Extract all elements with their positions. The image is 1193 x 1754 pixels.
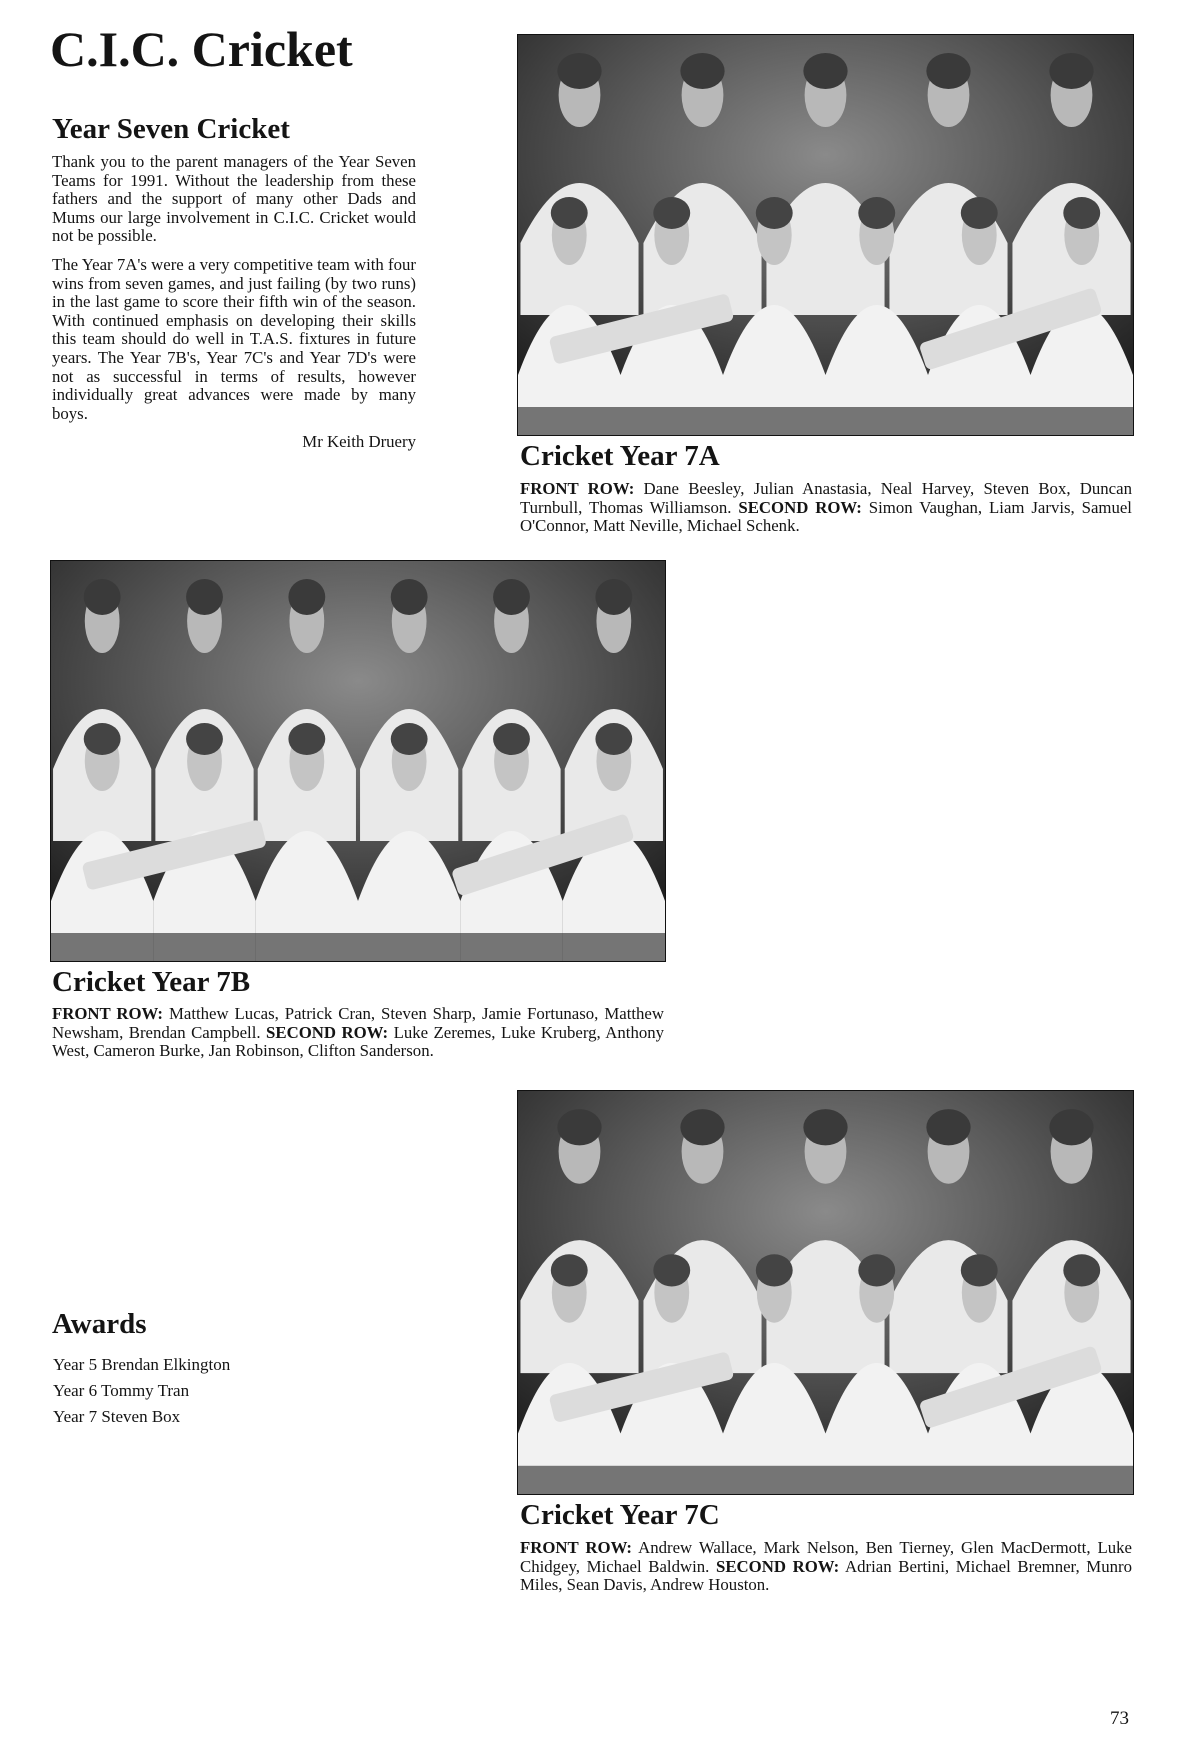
awards-list xyxy=(53,1352,413,1430)
intro-paragraph: Thank you to the parent managers of the Year Seven Teams for 1991. Without the leadership from these fathers and the support of many other Dads and Mums our large involvement in C.I.C. Cricket would not be possible. xyxy=(52,152,416,246)
team-7a-photo xyxy=(517,34,1134,436)
award-item: Year 6 Tommy Tran xyxy=(53,1381,190,1400)
second-row-names: Adrian Bertini, Michael Bremner, Munro Miles, Sean Davis, Andrew Houston. xyxy=(520,1556,1132,1595)
team-7c-heading: Cricket Year 7C xyxy=(520,1499,720,1531)
second-row-label: SECOND ROW: xyxy=(266,1022,389,1042)
team-7b-caption xyxy=(52,1005,664,1061)
front-row-names: Dane Beesley, Julian Anastasia, Neal Harvey, Steven Box, Duncan Turnbull, Thomas Williamson. xyxy=(520,479,1132,517)
front-row-names: Matthew Lucas, Patrick Cran, Steven Sharp, Jamie Fortunaso, Matthew Newsham, Brendan Campbell. xyxy=(52,1004,664,1042)
team-7c-caption xyxy=(520,1539,1132,1595)
intro-heading: Year Seven Cricket xyxy=(52,113,290,145)
second-row-names: Simon Vaughan, Liam Jarvis, Samuel O'Connor, Matt Neville, Michael Schenk. xyxy=(520,497,1132,536)
award-item: Year 7 Steven Box xyxy=(53,1407,181,1426)
team-7c-photo xyxy=(517,1090,1134,1495)
front-row-names: Andrew Wallace, Mark Nelson, Ben Tierney, Glen MacDermott, Luke Chidgey, Michael Baldwin. xyxy=(520,1538,1132,1576)
page-title: C.I.C. Cricket xyxy=(50,21,353,77)
team-7a-heading: Cricket Year 7A xyxy=(520,440,720,472)
front-row-label: FRONT ROW: xyxy=(52,1004,163,1023)
second-row-label: SECOND ROW: xyxy=(738,497,862,517)
intro-paragraph: The Year 7A's were a very competitive team with four wins from seven games, and just failing (by two runs) in the last game to score their fifth win of the season. With continued emphasis on developing their skills this team should do well in T.A.S. fixtures in future years. The Year 7B's, Year 7C's and Year 7D's were not as successful in terms of results, however individually great advances were made by many boys. xyxy=(52,254,416,423)
team-7a-caption xyxy=(520,480,1132,536)
second-row-label: SECOND ROW: xyxy=(716,1556,840,1576)
awards-heading: Awards xyxy=(52,1308,147,1340)
intro-signature: Mr Keith Druery xyxy=(302,432,416,452)
team-7b-heading: Cricket Year 7B xyxy=(52,966,251,998)
second-row-names: Luke Zeremes, Luke Kruberg, Anthony West, Cameron Burke, Jan Robinson, Clifton Sanderson. xyxy=(52,1022,665,1061)
intro-body xyxy=(52,153,416,452)
team-7b-photo xyxy=(50,560,666,962)
front-row-label: FRONT ROW: xyxy=(520,479,635,498)
award-item: Year 5 Brendan Elkington xyxy=(53,1355,231,1374)
front-row-label: FRONT ROW: xyxy=(520,1538,633,1557)
page-number: 73 xyxy=(1110,1708,1129,1729)
